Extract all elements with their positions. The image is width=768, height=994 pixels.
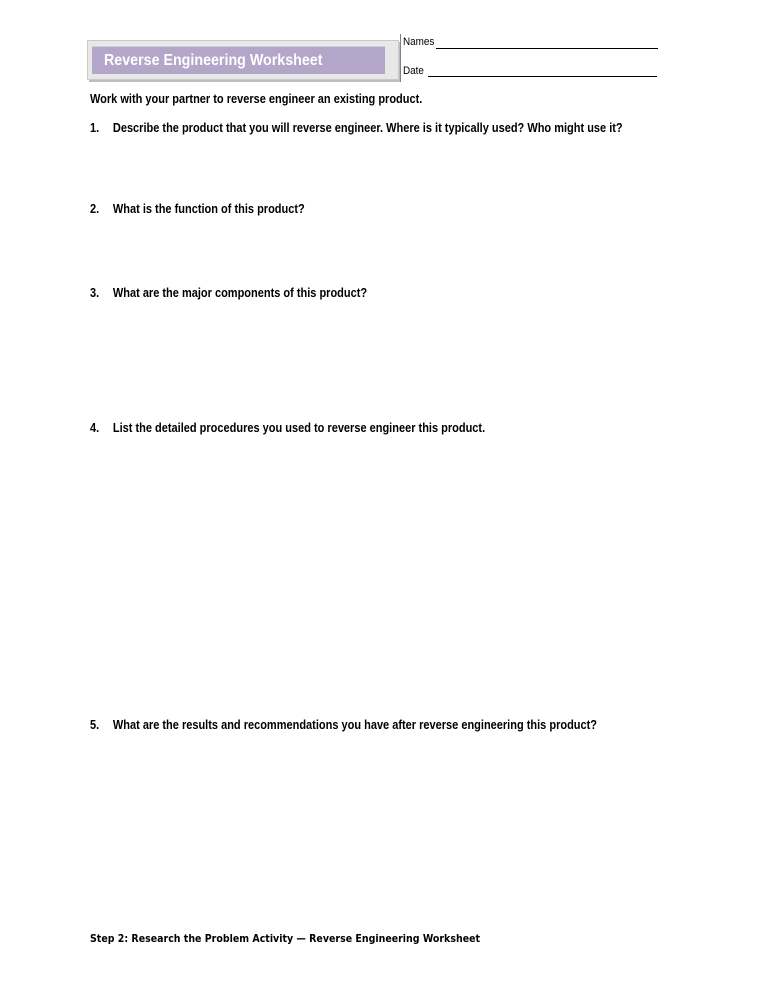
answer-space-3[interactable] [90,305,680,413]
date-label: Date [403,65,424,77]
answer-space-5[interactable] [90,737,680,927]
question-number: 3. [90,286,100,300]
names-field[interactable] [436,48,658,49]
question-5 [90,718,597,732]
question-2 [90,202,305,216]
question-text: What is the function of this product? [112,202,305,216]
names-label: Names [403,36,435,48]
question-text: Describe the product that you will reverse engineer. Where is it typically used? Who might use it? [112,121,623,135]
answer-space-1[interactable] [90,140,680,195]
page-footer: Step 2: Research the Problem Activity — Reverse Engineering Worksheet [90,933,481,945]
question-number: 5. [90,718,100,732]
question-3 [90,286,367,300]
question-text: What are the major components of this product? [112,286,368,300]
title-box [87,40,399,80]
question-text: What are the results and recommendations you have after reverse engineering this product? [112,718,598,732]
question-number: 2. [90,202,100,216]
answer-space-4[interactable] [90,440,680,710]
header-divider [400,34,401,82]
question-text: List the detailed procedures you used to reverse engineer this product. [112,421,486,435]
answer-space-2[interactable] [90,221,680,279]
question-number: 1. [90,121,100,135]
question-1 [90,121,623,135]
question-4 [90,421,485,435]
page-title: Reverse Engineering Worksheet [104,52,323,69]
title-band [92,46,385,74]
question-number: 4. [90,421,100,435]
intro-instructions: Work with your partner to reverse engineer an existing product. [90,92,423,106]
date-field[interactable] [428,76,657,77]
